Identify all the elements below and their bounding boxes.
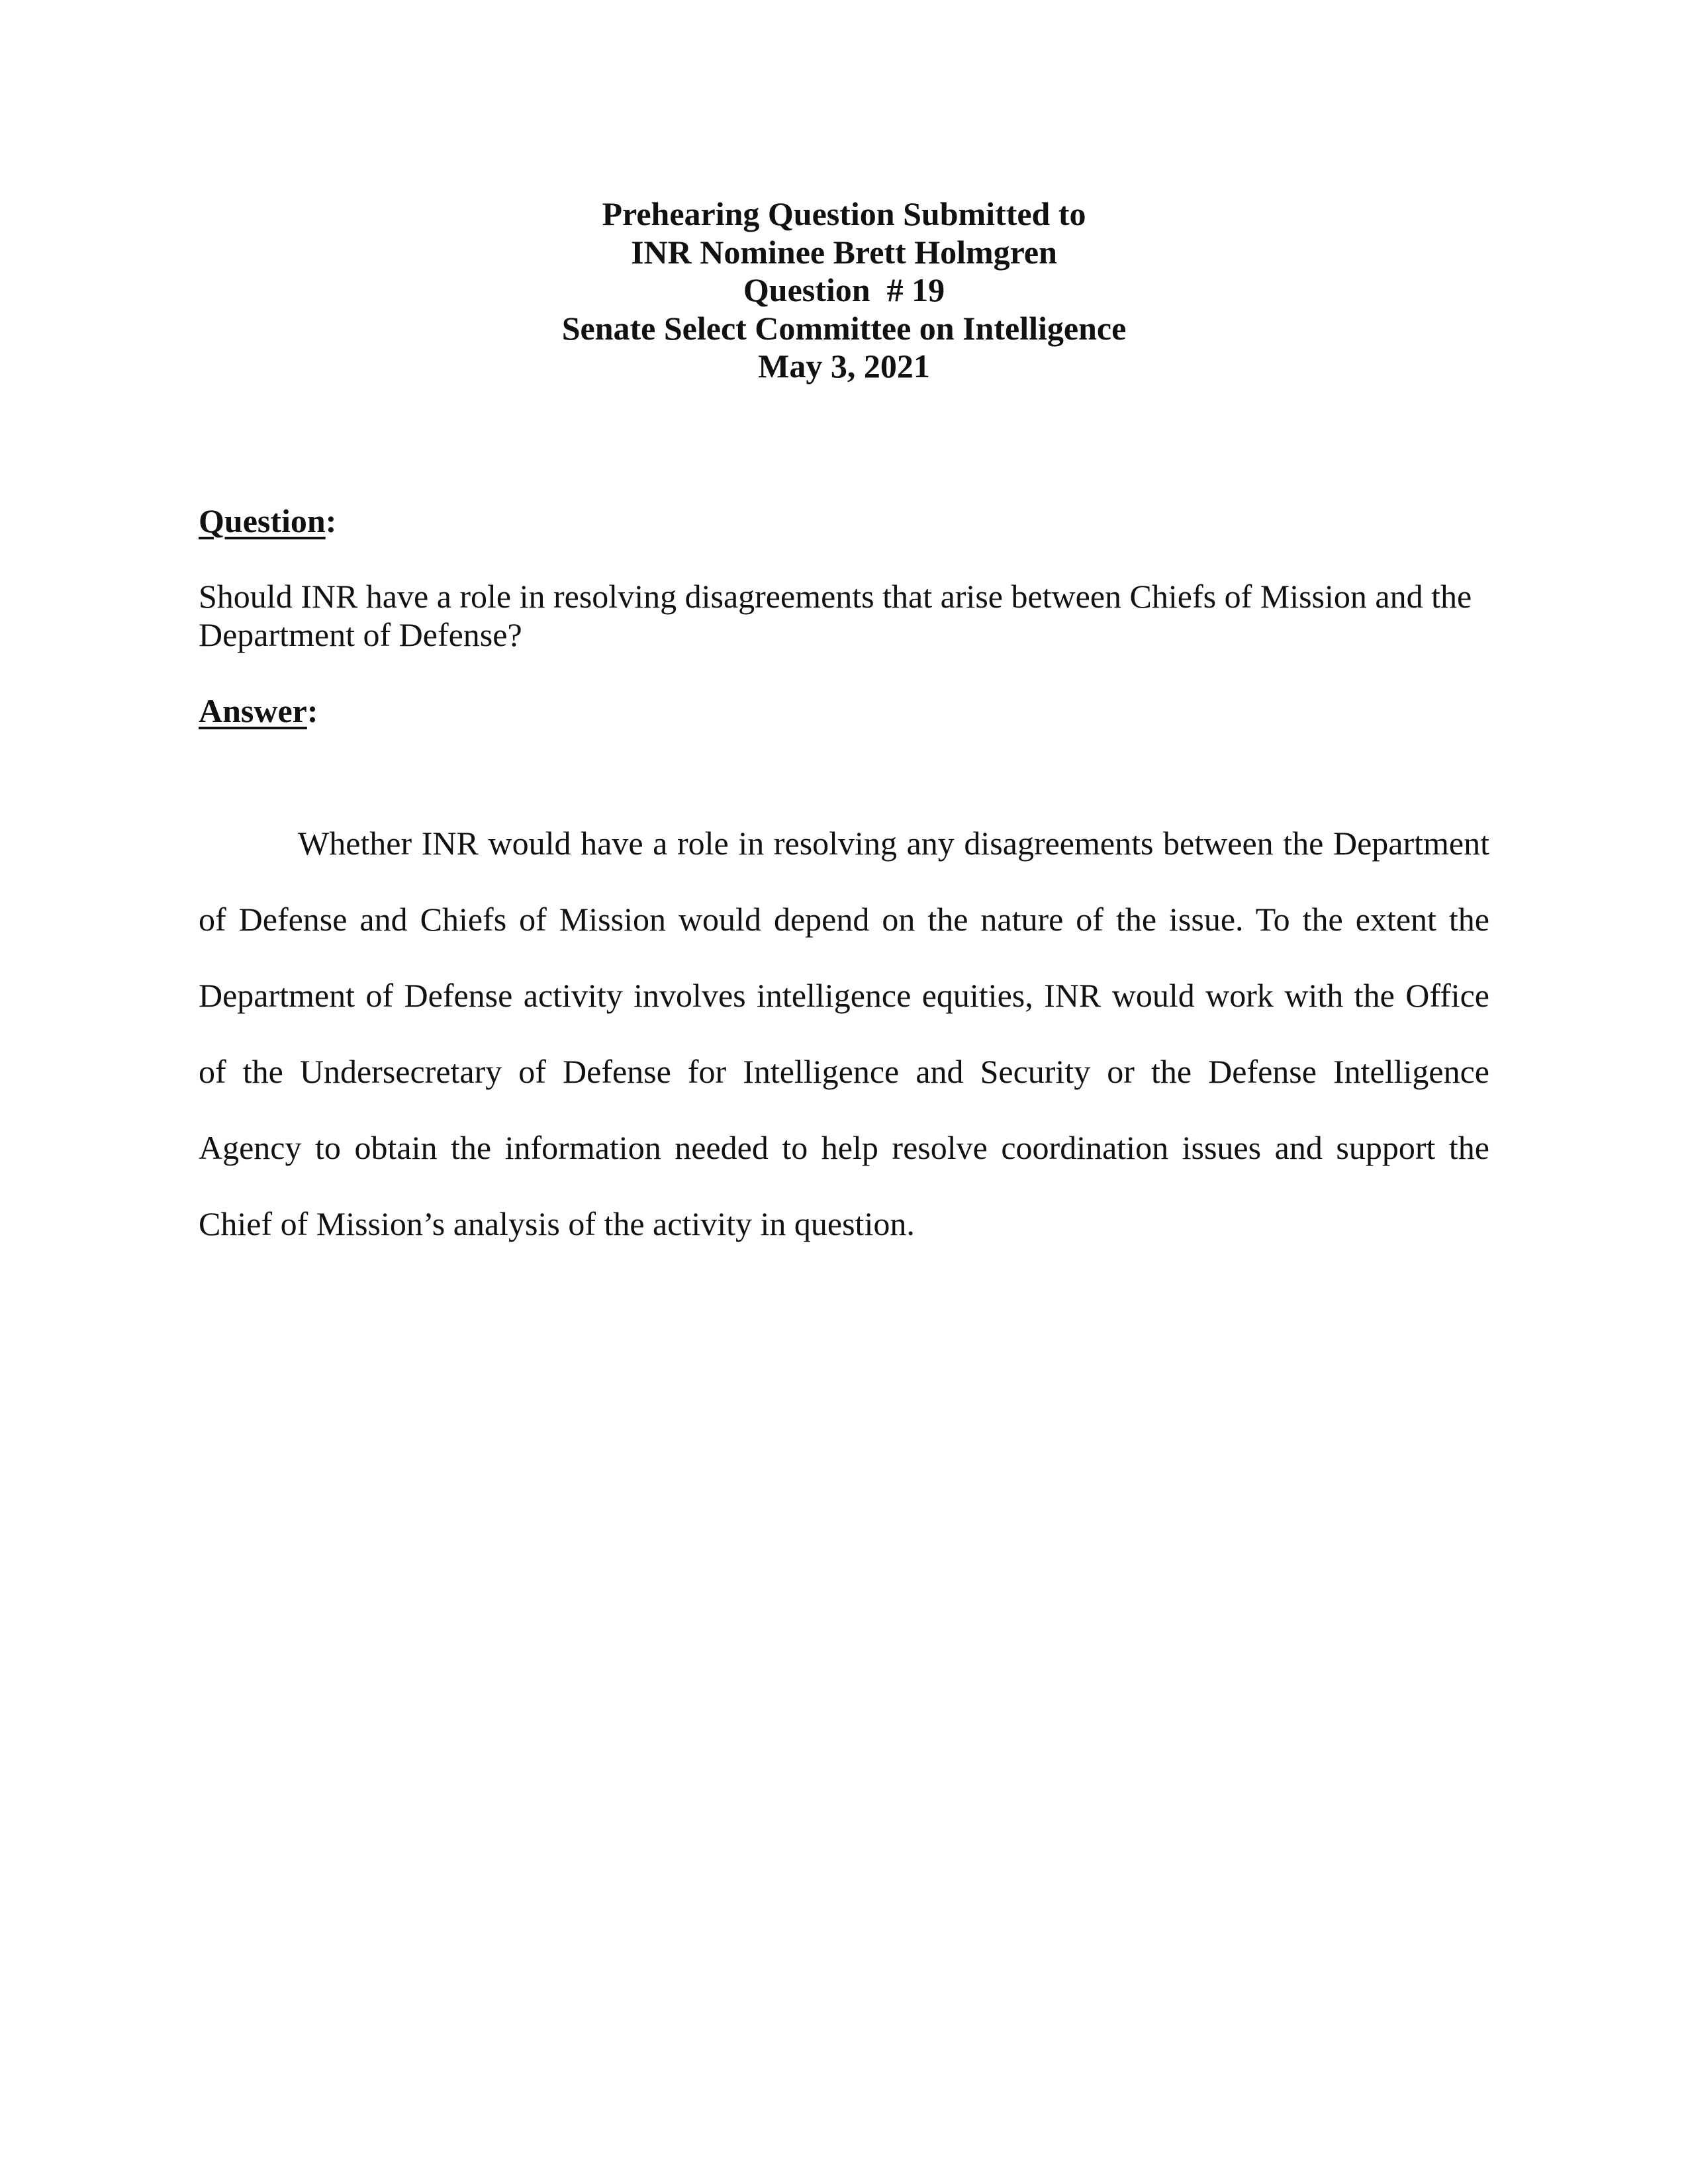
header-committee: Senate Select Committee on Intelligence [561,309,1127,347]
question-label: Question [199,502,326,539]
header-nominee: INR Nominee Brett Holmgren [631,233,1057,271]
document-header [0,195,1688,386]
answer-colon: : [306,692,318,729]
question-heading [199,502,1489,540]
header-title: Prehearing Question Submitted to [602,195,1086,232]
answer-heading [199,692,1489,730]
header-question-number: Question # 19 [743,271,945,308]
question-colon: : [325,502,337,539]
answer-text: Whether INR would have a role in resolving any disagreements between the Department of Defense and Chiefs of Mission would depend on the nature of the issue. To the extent the Department of Defense activity involves intelligence equities, INR would work with the Office of the Undersecretary of Defense for Intelligence and Security or the Defense Intelligence Agency to obtain the information needed to help resolve coordination issues and support the Chief of Mission’s analysis of the activity in question. [199,825,1489,1242]
answer-label: Answer [199,692,307,729]
header-date: May 3, 2021 [758,347,930,385]
question-text: Should INR have a role in resolving disagreements that arise between Chiefs of Mission and the Department of Defense? [199,578,1472,653]
